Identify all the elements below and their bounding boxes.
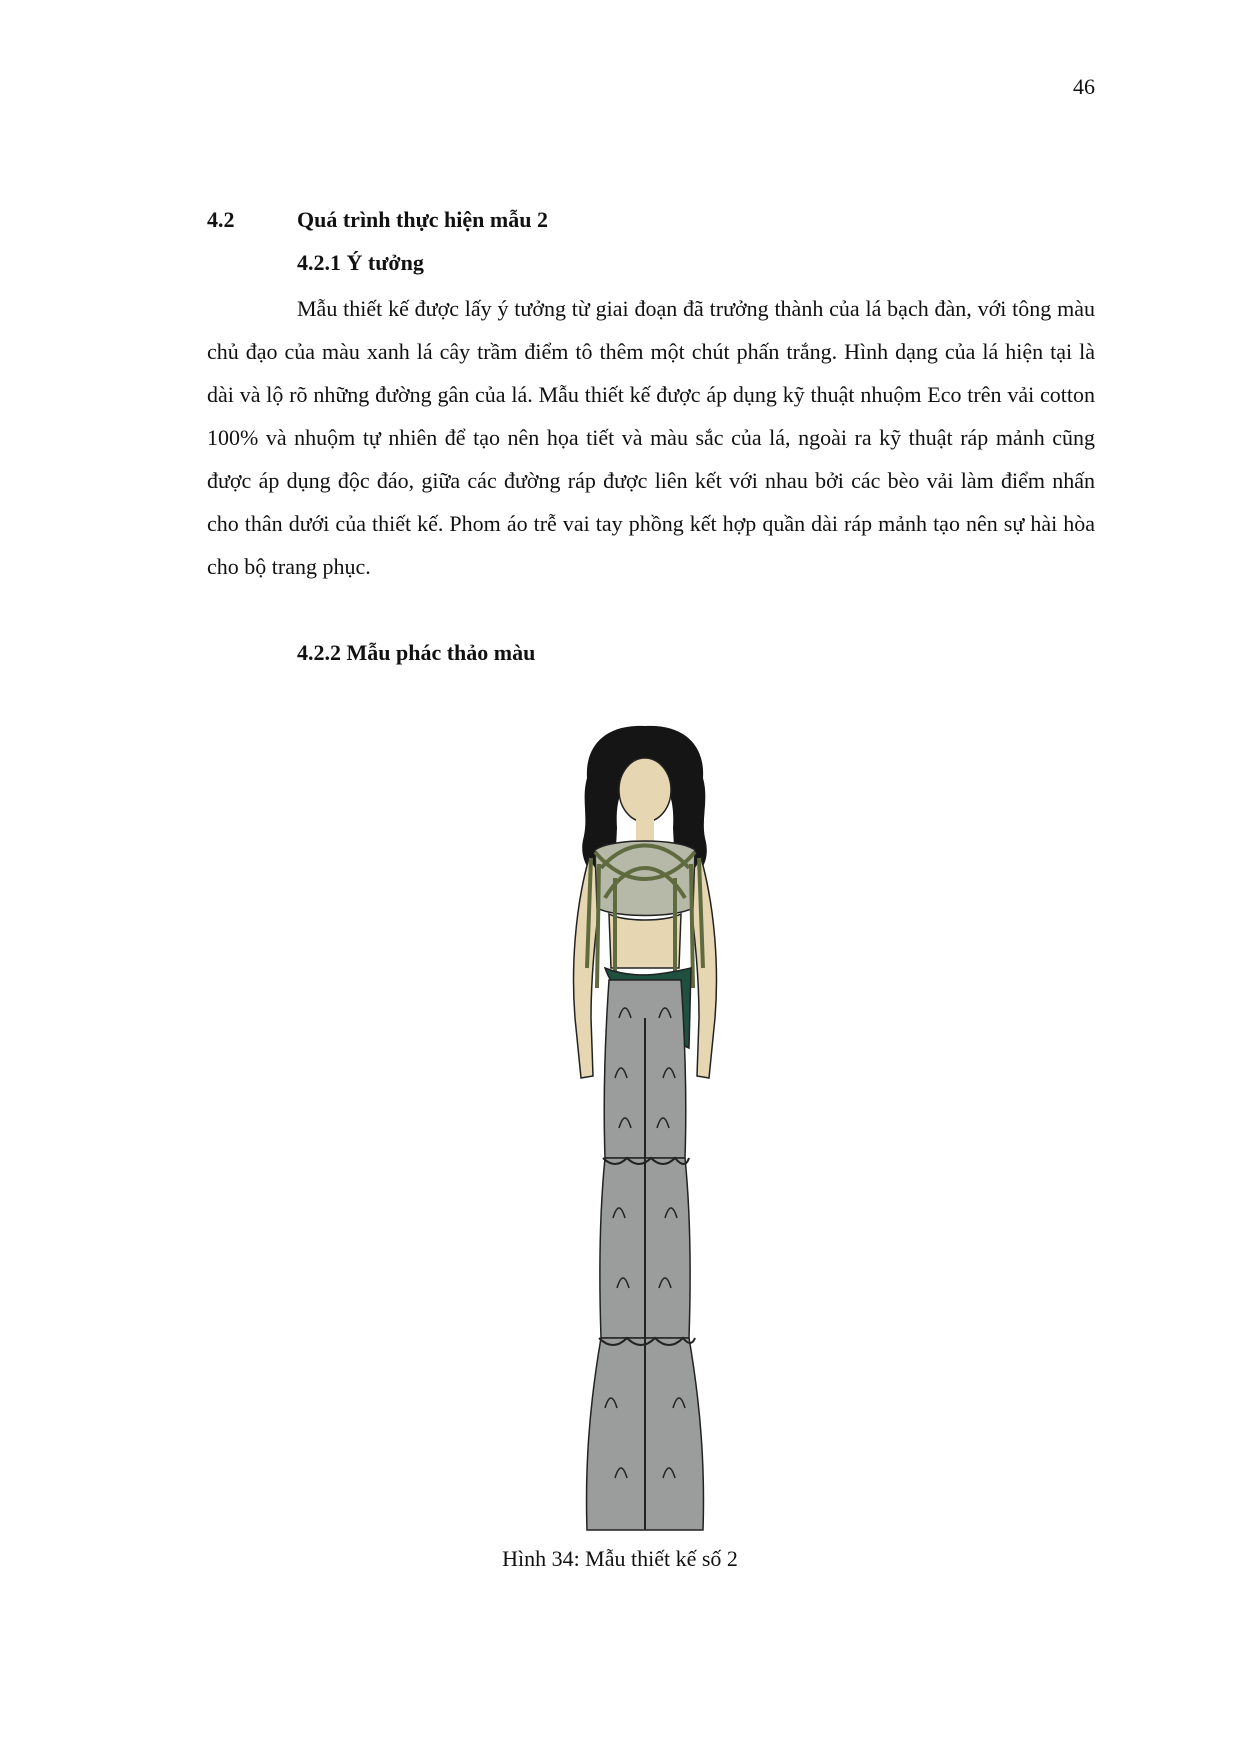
idea-paragraph: Mẫu thiết kế được lấy ý tưởng từ giai đoạn đã trưởng thành của lá bạch đàn, với tông màu chủ đạo của màu xanh lá cây trầm điểm tô thêm một chút phấn trắng. Hình dạng của lá hiện tại là dài và lộ rõ những đường gân của lá. Mẫu thiết kế được áp dụng kỹ thuật nhuộm Eco trên vải cotton 100% và nhuộm tự nhiên để tạo nên họa tiết và màu sắc của lá, ngoài ra kỹ thuật ráp mảnh cũng được áp dụng độc đáo, giữa các đường ráp được liên kết với nhau bởi các bèo vải làm điểm nhấn cho thân dưới của thiết kế. Phom áo trễ vai tay phồng kết hợp quần dài ráp mảnh tạo nên sự hài hòa cho bộ trang phục. bbox=[207, 296, 1095, 579]
subsection-heading-sketch: 4.2.2 Mẫu phác thảo màu bbox=[297, 640, 536, 665]
midriff bbox=[609, 914, 681, 968]
fashion-sketch-illustration bbox=[545, 718, 745, 1534]
figure-caption: Hình 34: Mẫu thiết kế số 2 bbox=[502, 1546, 738, 1571]
section-number: 4.2 bbox=[207, 207, 235, 232]
section-title: Quá trình thực hiện mẫu 2 bbox=[297, 207, 548, 232]
fashion-sketch-figure bbox=[545, 718, 745, 1534]
face bbox=[619, 758, 671, 822]
page-number: 46 bbox=[1073, 74, 1095, 99]
neck bbox=[636, 818, 654, 844]
section-heading bbox=[207, 207, 1107, 233]
subsection-heading-idea: 4.2.1 Ý tưởng bbox=[297, 250, 424, 275]
